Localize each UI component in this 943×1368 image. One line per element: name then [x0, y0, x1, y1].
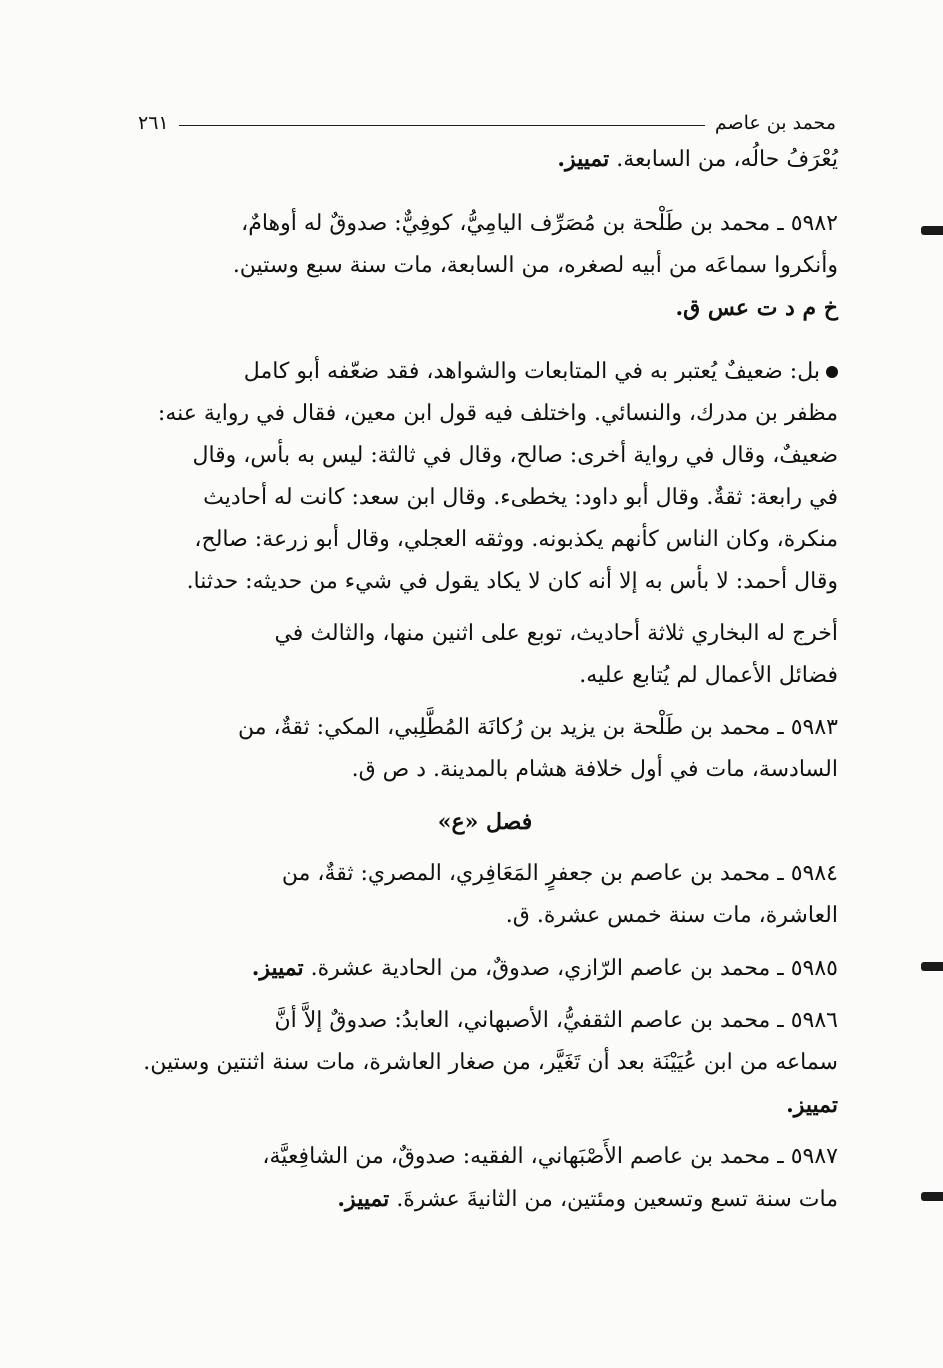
note-line1: [132, 351, 838, 393]
intro-tag: تمييز.: [557, 146, 610, 172]
note2-line1: أخرج له البخاري ثلاثة أحاديث، توبع على اثنين منها، والثالث في: [274, 621, 838, 646]
margin-thumb-mark: [921, 1192, 943, 1201]
entry-5982-line2: وأنكروا سماعَه من أبيه لصغره، من السابعة، مات سنة سبع وستين.: [232, 253, 838, 278]
entry-5987-line1: ٥٩٨٧ ـ محمد بن عاصم الأَصْبَهاني، الفقيه: صدوقٌ، من الشافِعيَّة،: [262, 1144, 838, 1169]
note-line6: وقال أحمد: لا بأس به إلا أنه كان لا يكاد يقول في شيء من حديثه: حدثنا.: [186, 569, 838, 594]
entry-5985-tag: تمييز.: [251, 955, 304, 981]
bullet-icon: [826, 366, 838, 378]
page-body: [132, 138, 838, 1221]
note-line4: في رابعة: ثقةٌ. وقال أبو داود: يخطىء. وقال ابن سعد: كانت له أحاديث: [203, 485, 838, 510]
entry-5982-symbols: خ م د ت عس ق.: [675, 295, 838, 321]
entry-5987-line2: [132, 1178, 838, 1221]
running-title: محمد بن عاصم: [714, 112, 836, 134]
note-line3: ضعيفٌ، وقال في رواية أخرى: صالح، وقال في ثالثة: ليس به بأس، وقال: [192, 443, 838, 468]
entry-5986-tag: تمييز.: [786, 1092, 838, 1118]
note-line2: مظفر بن مدرك، والنسائي. واختلف فيه قول ابن معين، فقال في رواية عنه:: [157, 401, 838, 426]
intro-text: يُعْرَفُ حالُه، من السابعة.: [616, 147, 838, 172]
entry-5983-line2: السادسة، مات في أول خلافة هشام بالمدينة. د ص ق.: [351, 757, 838, 782]
entry-5984-line2: العاشرة، مات سنة خمس عشرة. ق.: [505, 903, 838, 928]
entry-5986-line2: سماعه من ابن عُيَيْنَة بعد أن تَغَيَّر، من صغار العاشرة، مات سنة اثنتين وستين.: [143, 1050, 838, 1075]
running-header: [138, 108, 836, 138]
entry-5982-line1: ٥٩٨٢ ـ محمد بن طَلْحة بن مُصَرِّف اليامِيُّ، كوفِيٌّ: صدوقٌ له أوهامٌ،: [241, 211, 838, 236]
note2-line2: فضائل الأعمال لم يُتابع عليه.: [579, 663, 838, 688]
section-heading: فصل «ع»: [437, 809, 533, 835]
entry-5983-line1: ٥٩٨٣ ـ محمد بن طَلْحة بن يزيد بن رُكانَة المُطَّلِبي، المكي: ثقةٌ، من: [238, 715, 838, 740]
entry-5987-tag: تمييز.: [337, 1186, 390, 1212]
margin-thumb-mark: [921, 962, 943, 971]
header-rule: [179, 125, 705, 126]
entry-5985-text: ٥٩٨٥ ـ محمد بن عاصم الرّازي، صدوقٌ، من الحادية عشرة.: [310, 956, 838, 981]
note-line1-text: بل: ضعيفٌ يُعتبر به في المتابعات والشواهد، فقد ضعّفه أبو كامل: [243, 359, 820, 384]
entry-5986-line1: ٥٩٨٦ ـ محمد بن عاصم الثقفيُّ، الأصبهاني، العابدُ: صدوقٌ إلاَّ أنَّ: [274, 1008, 838, 1033]
margin-thumb-mark: [921, 226, 943, 235]
page-number: ٢٦١: [138, 112, 169, 134]
note-line5: منكرة، وكان الناس كأنهم يكذبونه. ووثقه العجلي، وقال أبو زرعة: صالح،: [194, 527, 838, 552]
entry-5987-text: مات سنة تسع وتسعين ومئتين، من الثانيةَ عشرةَ.: [396, 1187, 838, 1212]
entry-5985: [132, 947, 838, 990]
intro-line: [132, 138, 838, 181]
entry-5984-line1: ٥٩٨٤ ـ محمد بن عاصم بن جعفرٍ المَعَافِري، المصري: ثقةٌ، من: [281, 861, 838, 886]
